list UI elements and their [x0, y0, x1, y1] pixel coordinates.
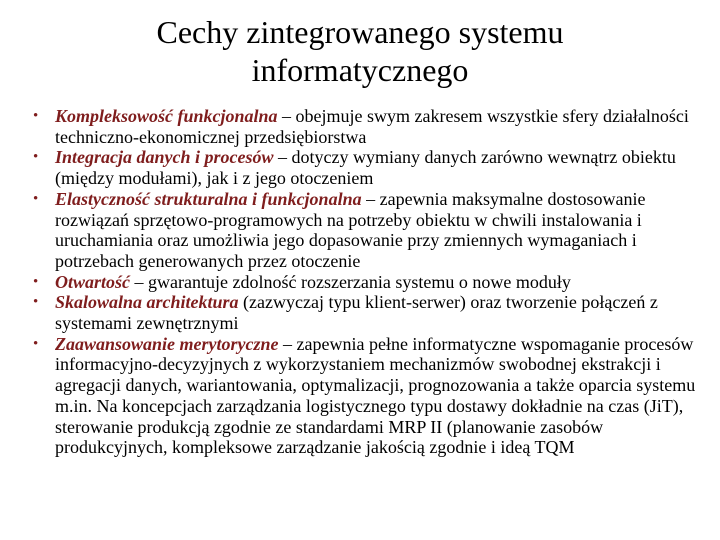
bullet-content [55, 292, 700, 333]
slide-title: Cechy zintegrowanego systemu informatycznego [156, 14, 564, 88]
bullet-lead: Skalowalna architektura [55, 292, 239, 313]
bullet-lead: Integracja danych i procesów [55, 147, 274, 168]
bullet-content [55, 334, 700, 458]
list-item [33, 334, 700, 458]
bullet-dot-icon: • [33, 294, 39, 311]
bullet-list [33, 106, 700, 458]
bullet-lead: Otwartość [55, 271, 131, 292]
bullet-dot-icon: • [33, 190, 39, 207]
bullet-content [55, 106, 700, 147]
list-item [33, 106, 700, 147]
bullet-lead: Elastyczność strukturalna i funkcjonalna [55, 188, 362, 209]
bullet-text: – zapewnia maksymalne dostosowanie rozwiązań sprzętowo-programowych na potrzeby obiektu w chwili instalowania i uruchamiania oraz umożliwia jego dopasowanie przy zmiennych wymaganiach i potrzebach generowanych przez otoczenie [55, 188, 651, 271]
bullet-content [55, 272, 700, 293]
bullet-lead: Kompleksowość funkcjonalna [55, 106, 278, 126]
bullet-lead: Zaawansowanie merytoryczne [55, 333, 279, 354]
bullet-dot-icon: • [33, 335, 39, 352]
bullet-text: – zapewnia pełne informatyczne wspomaganie procesów informacyjno-decyzyjnych z wykorzystaniem mechanizmów swobodnej ekstrakcji i agregacji danych, wariantowania, optymalizacji, prognozowania a także oparcia systemu m.in. Na koncepcjach zarządzania logistycznego typu dostawy dokładnie na czas (JiT), sterowanie produkcją zgodnie ze standardami MRP II (planowanie zasobów produkcyjnych, kompleksowe zarządzanie jakością zgodnie i ideą TQM [55, 333, 700, 458]
list-item [33, 292, 700, 333]
bullet-text: (zazwyczaj typu klient-serwer) oraz tworzenie połączeń z systemami zewnętrznymi [55, 292, 663, 334]
bullet-content [55, 147, 700, 188]
bullet-dot-icon: • [33, 273, 39, 290]
list-item [33, 189, 700, 272]
bullet-dot-icon: • [33, 108, 39, 124]
bullet-text: – dotyczy wymiany danych zarówno wewnątrz obiektu (między modułami), jak i z jego otoczeniem [55, 147, 681, 189]
list-item [33, 147, 700, 188]
bullet-dot-icon: • [33, 149, 39, 166]
bullet-text: – obejmuje swym zakresem wszystkie sfery działalności techniczno-ekonomicznej przedsiębiorstwa [55, 106, 694, 147]
bullet-content [55, 189, 700, 272]
bullet-text: – gwarantuje zdolność rozszerzania systemu o nowe moduły [130, 271, 571, 292]
list-item [33, 272, 700, 293]
